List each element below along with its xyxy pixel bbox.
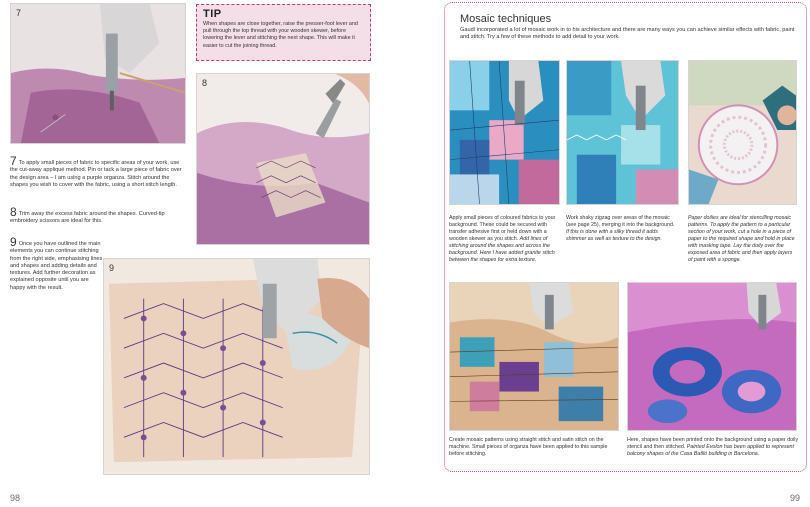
caption-plain: Apply small pieces of coloured fabrics to your background. These could be secured with transfer adhesive first or held down with a wooden skewer as you stitch. [449, 215, 556, 242]
section-title: Mosaic techniques [460, 13, 552, 25]
photo-mosaic-fabric [449, 60, 560, 205]
caption-zigzag [566, 215, 678, 243]
step-number: 9 [10, 235, 17, 249]
photo-7-image [11, 4, 185, 143]
caption-fabric [449, 215, 561, 264]
photo-mosaic-printed-evolon-image [628, 283, 796, 430]
intro-text: Gaudí incorporated a lot of mosaic work in to his architecture and there are many ways you can achieve similar effects with fabric, paint and stitch. Try a few of these methods to add detail to your work. [460, 27, 795, 41]
caption-plain: Work shaky zigzag over areas of the mosaic (see page 25), merging it into the background. [566, 215, 675, 228]
photo-mosaic-fabric-image [450, 61, 559, 204]
photo-mosaic-zigzag [566, 60, 679, 205]
photo-mosaic-zigzag-image [567, 61, 678, 204]
photo-8-image [197, 74, 369, 244]
tip-body: When shapes are close together, raise the presser-foot lever and pull through the top thread with your wooden skewer, before lowering the lever and stitching the next shape. This will make it easier to cut the joining thread. [203, 21, 358, 49]
step-number: 7 [10, 154, 17, 168]
step-8 [10, 205, 188, 226]
photo-mosaic-straight-stitch-image [450, 283, 618, 430]
photo-number: 8 [202, 78, 208, 88]
step-text: To apply small pieces of fabric to specific areas of your work, use the cut-away appliqué method. Pin or tack a large piece of fabric over the design area – I am using a purple organza. Stitch around the shapes you wish to cover with the fabric, using a short stitch length. [10, 160, 182, 188]
step-9 [10, 235, 105, 292]
caption-italic: Painted Evolon has been applied to represent balcony shapes of the Casa Batlló building in Barcelona. [627, 444, 794, 457]
photo-mosaic-printed-evolon [627, 282, 797, 431]
step-number: 8 [10, 205, 17, 219]
caption-doily [688, 215, 798, 264]
step-text: Trim away the excess fabric around the shapes. Curved-tip embroidery scissors are ideal for this. [10, 211, 165, 225]
caption-italic: Paper doilies are ideal for stencilling mosaic patterns. To apply the pattern to a particular section of your work, cut a hole in a piece of paper to the required shape and hold in place with masking tape. Lay the doily over the exposed area of fabric and then apply layers of paint with a sponge. [688, 215, 795, 263]
caption-straight-stitch [449, 437, 621, 458]
step-7 [10, 154, 188, 189]
photo-number: 9 [109, 263, 115, 273]
photo-step-7 [10, 3, 186, 144]
tip-title: TIP [203, 8, 222, 20]
caption-italic: If this is done with a silky thread it adds shimmer as well as texture to the design. [566, 229, 662, 242]
tip-box [196, 4, 371, 61]
photo-step-9 [103, 258, 370, 475]
step-text: Once you have outlined the main elements you can continue stitching from the right side, emphasising lines and shapes and adding details and textures. Add further decoration as explained opposite until you are happy with the result. [10, 241, 103, 291]
caption-plain: Create mosaic patterns using straight stitch and satin stitch on the machine. Small pieces of organza have been applied to this sample before stitching. [449, 437, 608, 457]
photo-mosaic-doily-image [689, 61, 796, 204]
photo-number: 7 [16, 8, 22, 18]
section-frame [444, 2, 807, 472]
photo-9-image [104, 259, 369, 474]
right-page [405, 0, 810, 507]
caption-italic: Add lines of stitching around the shapes and across the background. Here I have added granite stitch between the shapes for extra texture. [449, 236, 555, 263]
photo-mosaic-straight-stitch [449, 282, 619, 431]
caption-printed-evolon [627, 437, 799, 458]
photo-mosaic-doily [688, 60, 797, 205]
photo-step-8 [196, 73, 370, 245]
caption-plain: Here, shapes have been printed onto the background using a paper doily stencil and then stitched. [627, 437, 799, 450]
page-number-left: 98 [10, 493, 21, 503]
page-number-right: 99 [790, 493, 801, 503]
